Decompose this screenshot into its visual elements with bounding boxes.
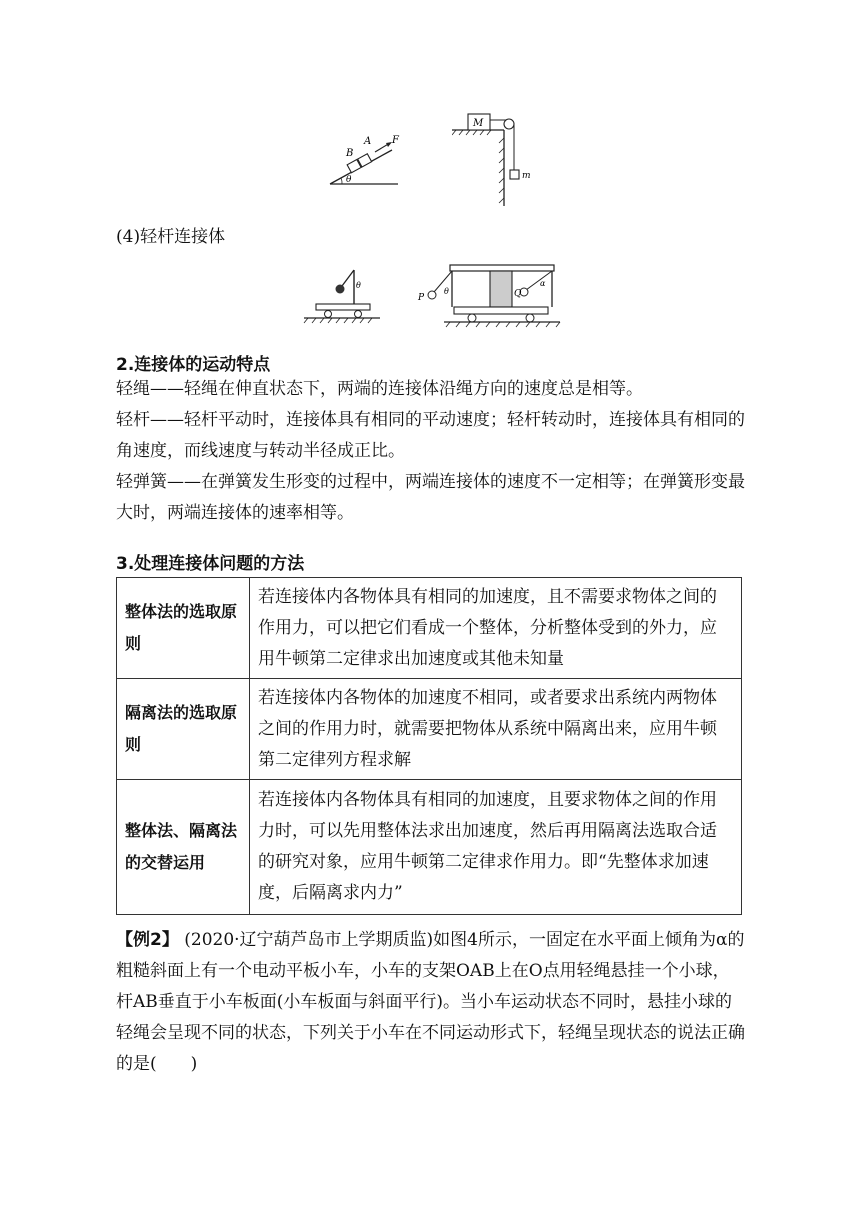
example-text: (2020·辽宁葫芦岛市上学期质监)如图4所示，一固定在水平面上倾角为α的粗糙斜面上有一个电动平板小车，小车的支架OAB上在O点用轻绳悬挂一个小球，杆AB垂直于小车板面(小车板面与斜面平行)。当小车运动状态不同时，悬挂小球的轻绳会呈现不同的状态，下列关于小车在不同运动形式下，轻绳呈现状态的说法正确的是( ) (116, 930, 745, 1074)
label-b: B (346, 148, 354, 159)
table-row (117, 679, 742, 780)
cart2-alpha: α (540, 279, 546, 288)
label-big-m: M (473, 118, 484, 129)
label-q: Q (514, 289, 522, 299)
section2-heading: 2.连接体的运动特点 (116, 355, 271, 375)
label-theta: θ (346, 175, 352, 185)
section3-heading: 3.处理连接体问题的方法 (116, 554, 305, 574)
label-f: F (392, 135, 399, 146)
section-rod-title: (4)轻杆连接体 (116, 227, 226, 247)
row-label: 整体法的选取原则 (117, 578, 250, 679)
row-label: 隔离法的选取原则 (117, 679, 250, 780)
paragraph-spring: 轻弹簧——在弹簧发生形变的过程中，两端连接体的速度不一定相等；在弹簧形变最大时，两端连接体的速率相等。 (116, 472, 745, 523)
cart2-theta: θ (444, 287, 449, 296)
example-tag: 【例2】 (116, 930, 179, 950)
row-text: 若连接体内各物体的加速度不相同，或者要求出系统内两物体之间的作用力时，就需要把物体从系统中隔离出来，应用牛顿第二定律列方程求解 (250, 679, 742, 780)
paragraph-rope: 轻绳——轻绳在伸直状态下，两端的连接体沿绳方向的速度总是相等。 (116, 379, 643, 399)
rod-cart-figure (302, 264, 382, 326)
section2-body (116, 374, 746, 529)
label-a: A (364, 136, 372, 147)
paragraph-rod: 轻杆——轻杆平动时，连接体具有相同的平动速度；轻杆转动时，连接体具有相同的角速度，而线速度与转动半径成正比。 (116, 410, 745, 461)
rod-cart2-figure (414, 262, 562, 328)
incline-figure (326, 130, 406, 188)
table-row (117, 578, 742, 679)
row-text: 若连接体内各物体具有相同的加速度，且不需要求物体之间的作用力，可以把它们看成一个整体，分析整体受到的外力，应用牛顿第二定律求出加速度或其他未知量 (250, 578, 742, 679)
label-small-m: m (522, 171, 531, 181)
example-2 (116, 925, 746, 1080)
rod-theta: θ (356, 281, 361, 290)
table-row (117, 780, 742, 915)
row-text: 若连接体内各物体具有相同的加速度，且要求物体之间的作用力时，可以先用整体法求出加速度，然后再用隔离法选取合适的研究对象，应用牛顿第二定律求作用力。即“先整体求加速度，后隔离求内力” (250, 780, 742, 915)
label-p: P (418, 293, 425, 303)
methods-table (116, 577, 742, 915)
row-label: 整体法、隔离法的交替运用 (117, 780, 250, 915)
pulley-figure (452, 108, 542, 208)
